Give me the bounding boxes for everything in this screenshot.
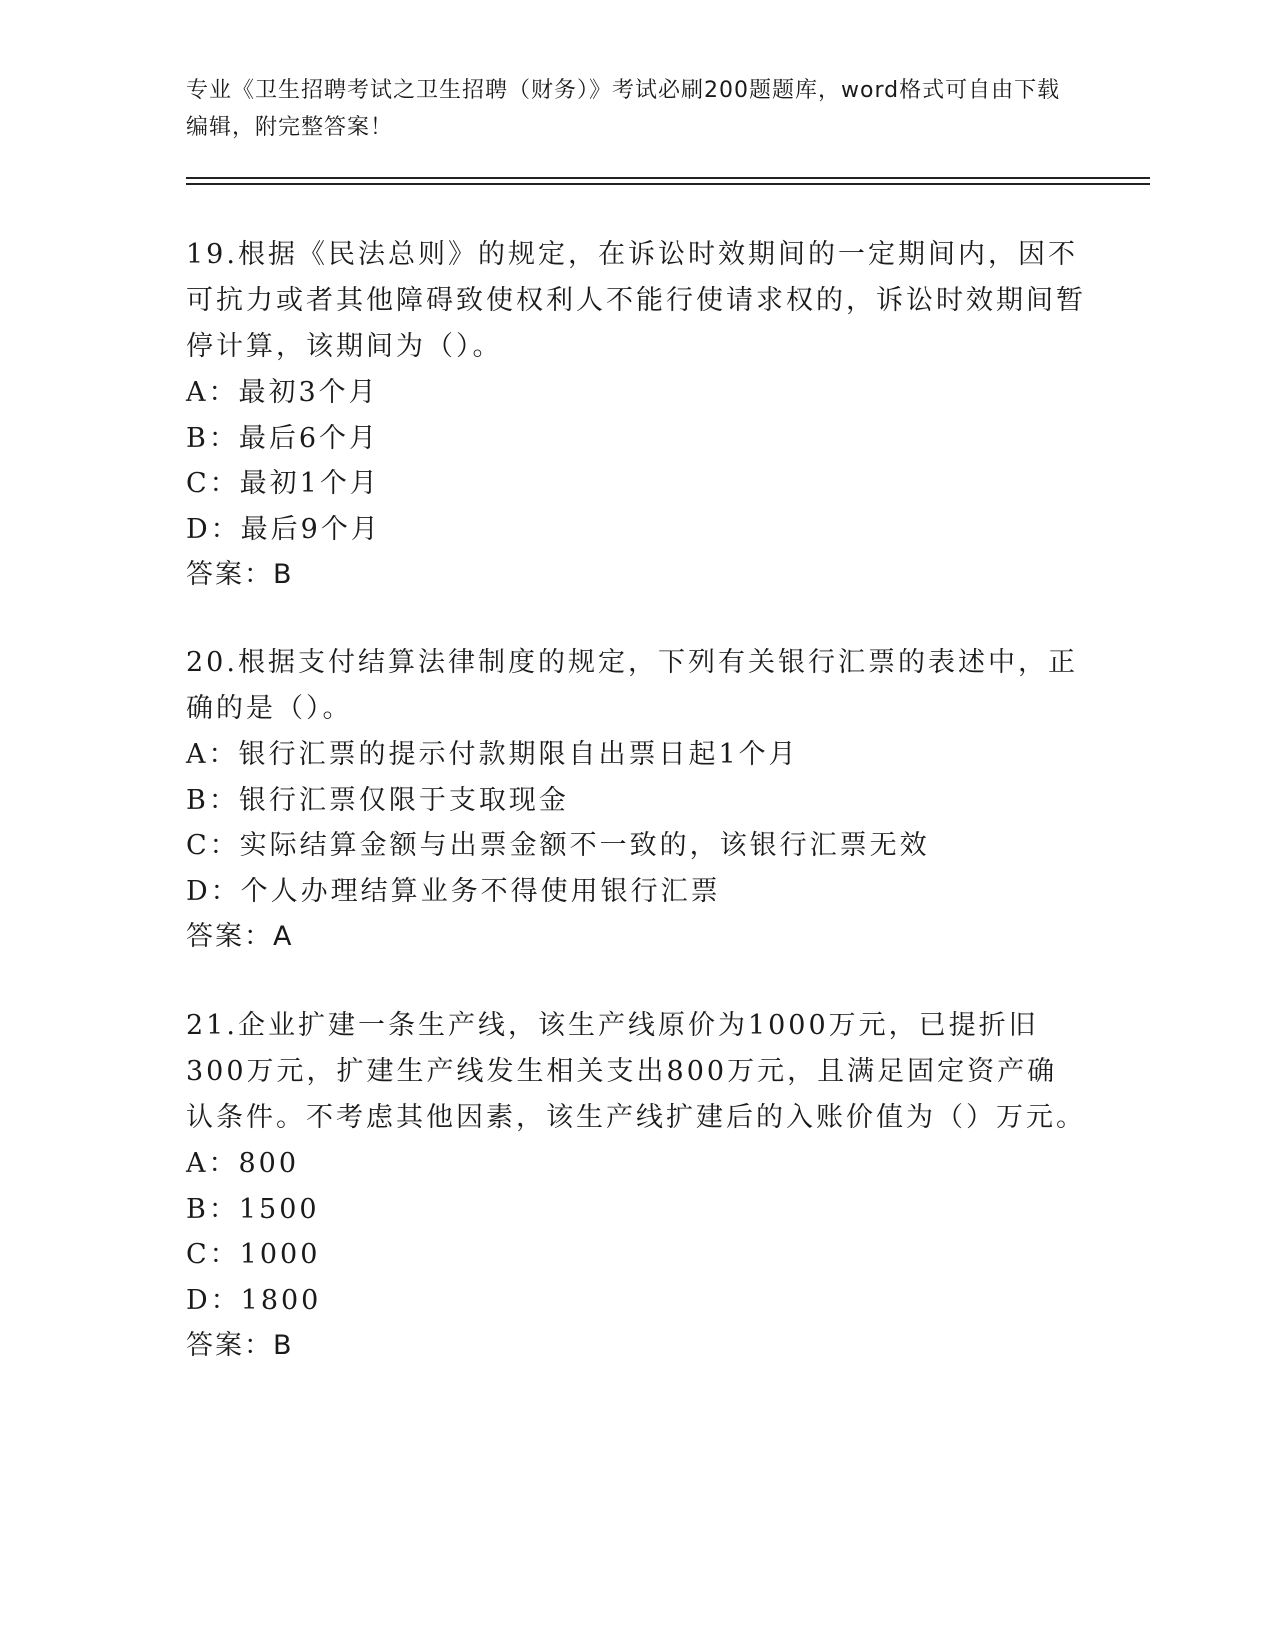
option-a: A：最初3个月 — [186, 377, 379, 408]
option-d: D：最后9个月 — [186, 513, 381, 545]
question-20 — [186, 640, 1086, 959]
option-d: D：个人办理结算业务不得使用银行汇票 — [186, 875, 721, 907]
question-21 — [186, 1003, 1086, 1368]
question-text: 21.企业扩建一条生产线，该生产线原价为1000万元，已提折旧300万元，扩建生产线发生相关支出800万元，且满足固定资产确认条件。不考虑其他因素，该生产线扩建后的入账价值为（）万元。 — [186, 1010, 1086, 1133]
answer: 答案：A — [186, 921, 294, 952]
answer: 答案：B — [186, 1330, 294, 1361]
option-b: B：银行汇票仅限于支取现金 — [186, 784, 569, 816]
option-c: C：1000 — [186, 1239, 321, 1270]
page-header — [186, 72, 1066, 146]
question-19 — [186, 232, 1086, 597]
option-b: B：1500 — [186, 1193, 320, 1225]
option-c: C：实际结算金额与出票金额不一致的，该银行汇票无效 — [186, 830, 930, 861]
option-d: D：1800 — [186, 1284, 322, 1316]
header-divider-top — [186, 177, 1150, 179]
question-text: 20.根据支付结算法律制度的规定，下列有关银行汇票的表述中，正确的是（）。 — [186, 647, 1078, 724]
option-a: A：800 — [186, 1148, 300, 1179]
option-c: C：最初1个月 — [186, 468, 380, 499]
option-a: A：银行汇票的提示付款期限自出票日起1个月 — [186, 739, 799, 770]
header-text: 专业《卫生招聘考试之卫生招聘（财务）》考试必刷200题题库，word格式可自由下载编辑，附完整答案！ — [186, 78, 1061, 140]
question-text: 19.根据《民法总则》的规定，在诉讼时效期间的一定期间内，因不可抗力或者其他障碍致使权利人不能行使请求权的，诉讼时效期间暂停计算，该期间为（）。 — [186, 239, 1086, 362]
option-b: B：最后6个月 — [186, 422, 380, 454]
header-divider-bottom — [186, 183, 1150, 185]
answer: 答案：B — [186, 559, 294, 590]
